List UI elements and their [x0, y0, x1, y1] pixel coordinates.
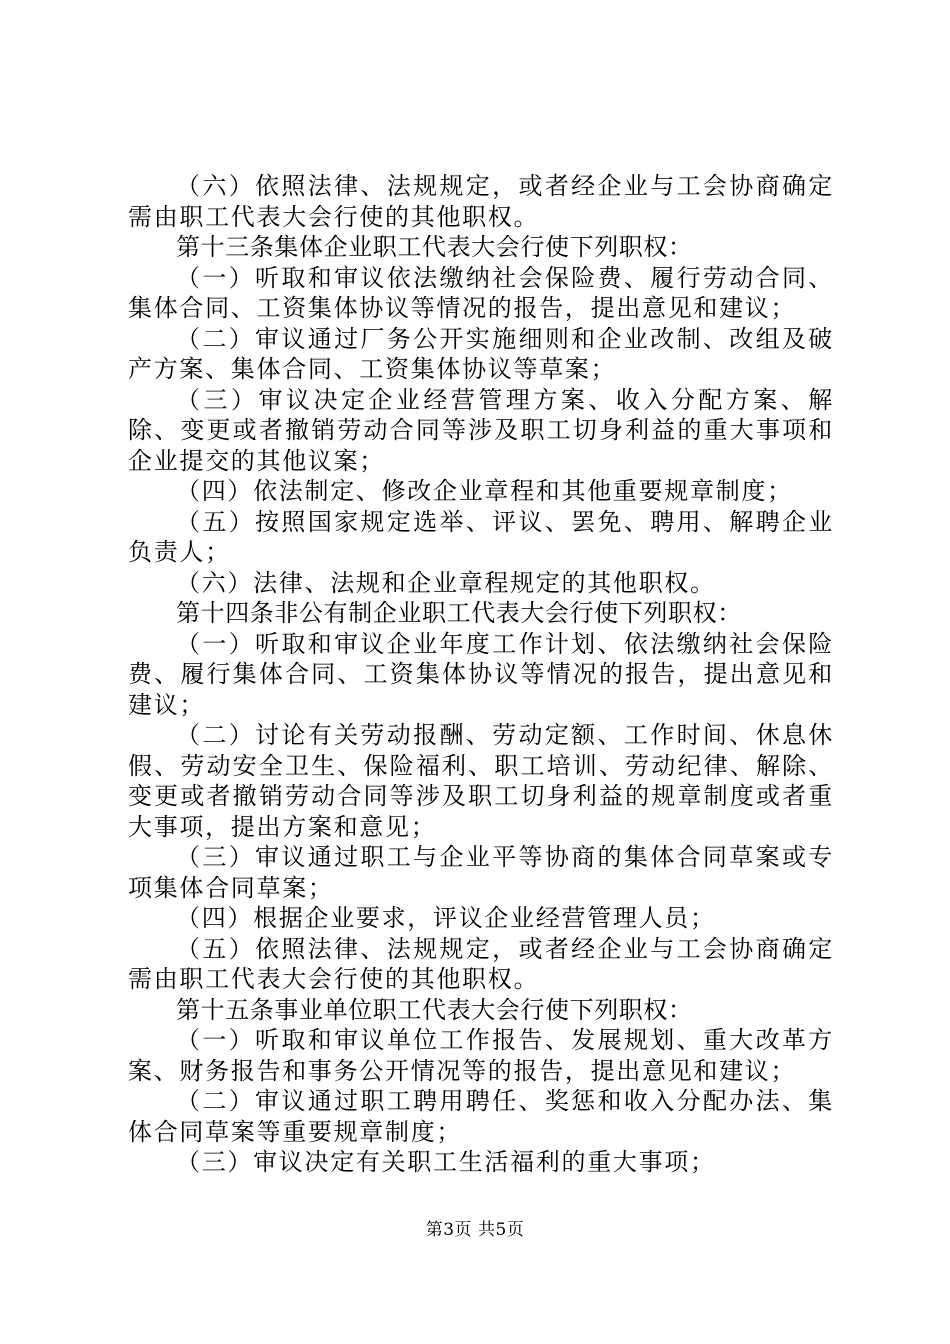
article-14-item-3: （三）审议通过职工与企业平等协商的集体合同草案或专项集体合同草案；	[128, 843, 834, 902]
article-14-item-5: （五）依照法律、法规规定，或者经企业与工会协商确定需由职工代表大会行使的其他职权。	[128, 934, 834, 993]
article-15-item-1: （一）听取和审议单位工作报告、发展规划、重大改革方案、财务报告和事务公开情况等的报告，提出意见和建议；	[128, 1026, 834, 1085]
page-number-footer: 第3页 共5页	[425, 1220, 525, 1240]
article-13-item-1: （一）听取和审议依法缴纳社会保险费、履行劳动合同、集体合同、工资集体协议等情况的报告，提出意见和建议；	[128, 263, 834, 322]
article-14-item-1: （一）听取和审议企业年度工作计划、依法缴纳社会保险费、履行集体合同、工资集体协议等情况的报告，提出意见和建议；	[128, 629, 834, 719]
article-13-item-2: （二）审议通过厂务公开实施细则和企业改制、改组及破产方案、集体合同、工资集体协议等草案；	[128, 324, 834, 383]
article-13-item-6: （六）法律、法规和企业章程规定的其他职权。	[176, 568, 716, 597]
article-15-item-3: （三）审议决定有关职工生活福利的重大事项；	[176, 1148, 716, 1176]
article-13-item-3: （三）审议决定企业经营管理方案、收入分配方案、解除、变更或者撤销劳动合同等涉及职工切身利益的重大事项和企业提交的其他议案；	[128, 385, 834, 475]
article-14-item-2: （二）讨论有关劳动报酬、劳动定额、工作时间、休息休假、劳动安全卫生、保险福利、职工培训、劳动纪律、解除、变更或者撤销劳动合同等涉及职工切身利益的规章制度或者重大事项，提出方案和意见；	[128, 721, 834, 841]
paragraph-item-6-continued: （六）依照法律、法规规定，或者经企业与工会协商确定需由职工代表大会行使的其他职权。	[128, 172, 834, 231]
article-13-heading: 第十三条集体企业职工代表大会行使下列职权：	[176, 233, 693, 261]
article-13-item-4: （四）依法制定、修改企业章程和其他重要规章制度；	[176, 477, 793, 505]
article-15-item-2: （二）审议通过职工聘用聘任、奖惩和收入分配办法、集体合同草案等重要规章制度；	[128, 1087, 834, 1146]
document-body	[128, 171, 834, 1178]
article-13-item-5: （五）按照国家规定选举、评议、罢免、聘用、解聘企业负责人；	[128, 507, 834, 566]
article-14-item-4: （四）根据企业要求，评议企业经营管理人员；	[176, 904, 716, 932]
article-14-heading: 第十四条非公有制企业职工代表大会行使下列职权：	[176, 599, 742, 627]
article-15-heading: 第十五条事业单位职工代表大会行使下列职权：	[176, 995, 693, 1024]
